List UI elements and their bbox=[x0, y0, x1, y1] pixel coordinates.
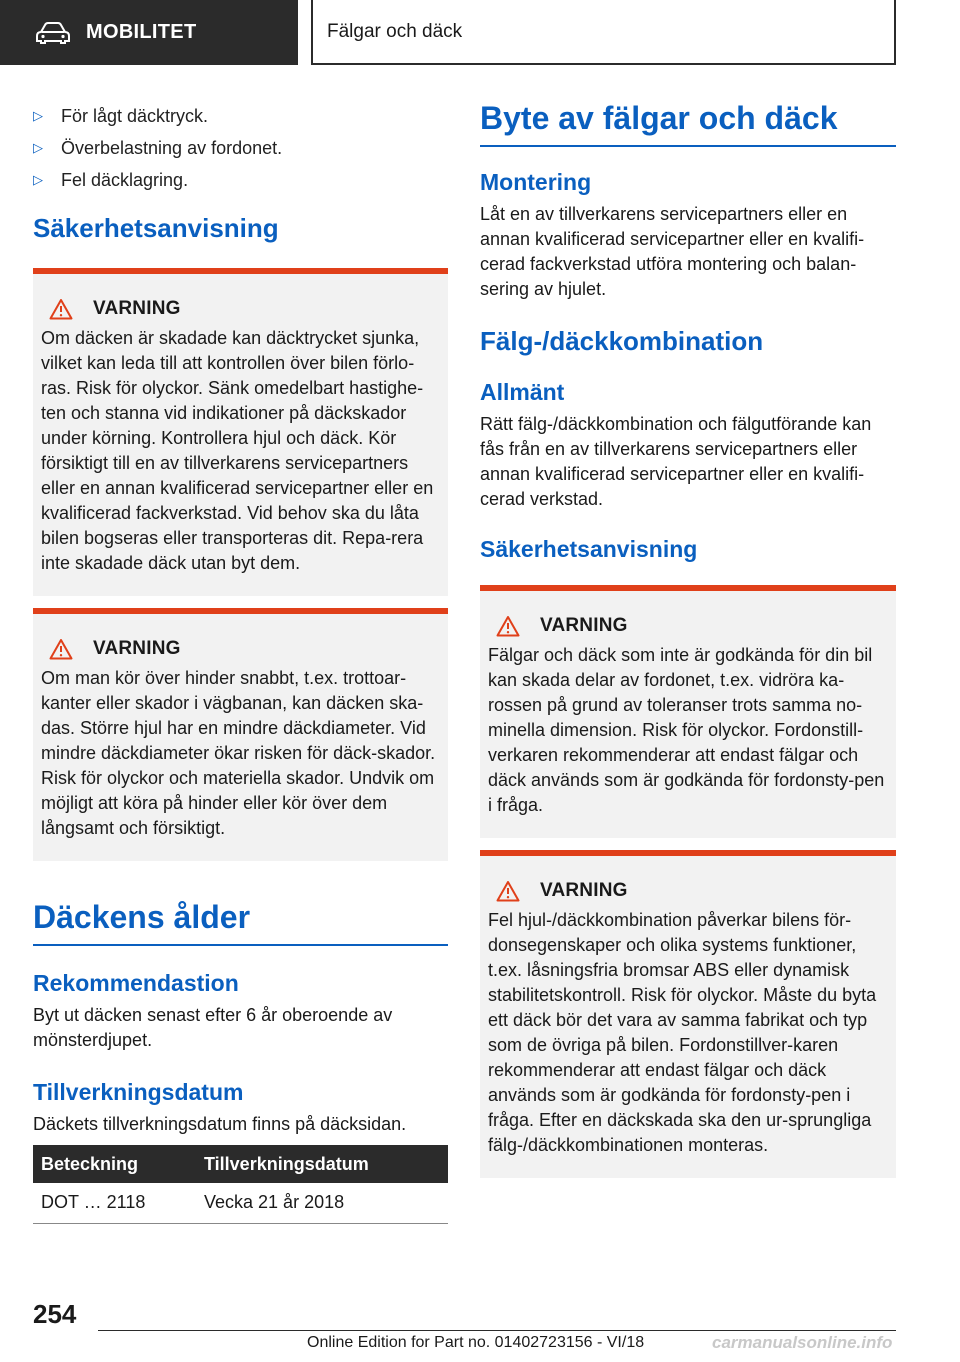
list-item: ▷ Fel däcklagring. bbox=[33, 164, 448, 196]
warning-text: Fälgar och däck som inte är godkända för din bil kan skada delar av fordonet, t.ex. vidröra ka-rossen på grund av toleranser trots samma no-minella dimension. Risk för olyckor. Fordonstill-verkaren rekommenderar att endast fälgar och däck används som är godkända för fordonsty-pen i fråga. bbox=[488, 645, 885, 815]
section-tab bbox=[0, 0, 298, 65]
warning-label: VARNING bbox=[93, 298, 181, 319]
warning-text: Fel hjul-/däckkombination påverkar bilens för-donsegenskaper och olika systems funktioner, t.ex. låsningsfria bromsar ABS eller dynamisk stabilitetskontroll. Risk för olyckor. Måste du byta ett däck bör det vara av samma fabrikat och typ som de övriga på bilen. Fordonstillver-karen rekommenderar att endast fälgar och däck används som är godkända för fordonsty-pen i fråga. Efter en däckskada ska den ur-sprungliga fälg-/däckkombinationen monteras. bbox=[488, 910, 877, 1155]
left-column bbox=[33, 100, 448, 1224]
list-item: ▷ För lågt däcktryck. bbox=[33, 100, 448, 132]
warning-header bbox=[49, 638, 440, 660]
general-heading: Allmänt bbox=[480, 379, 565, 405]
column-header: Tillverkningsdatum bbox=[196, 1145, 448, 1183]
right-column bbox=[480, 100, 896, 1178]
warning-label: VARNING bbox=[540, 615, 628, 636]
recommendation-heading: Rekommendastion bbox=[33, 970, 239, 996]
manufacturing-date-text: Däckets tillverkningsdatum finns på däcksidan. bbox=[33, 1114, 407, 1134]
warning-box bbox=[33, 268, 448, 596]
warning-box bbox=[33, 608, 448, 861]
warning-triangle-icon bbox=[49, 298, 73, 320]
list-item: ▷ Överbelastning av fordonet. bbox=[33, 132, 448, 164]
warning-text: Om däcken är skadade kan däcktrycket sjunka, vilket kan leda till att kontrollen över bilen förlo-ras. Risk för olyckor. Sänk omedelbart hastighe-ten och stanna vid indikationer på däckskador under körning. Kontrollera hjul och däck. Kör försiktigt till en av tillverkarens servicepartners eller en annan kvalificerad servicepartner eller en kvalificerad fackverkstad. Vid behov ska du låta bilen bogseras eller transporteras dit. Repa-rera inte skadade däck utan byt dem. bbox=[41, 328, 434, 573]
page-number: 254 bbox=[33, 1299, 77, 1329]
chapter-title: Fälgar och däck bbox=[327, 20, 463, 42]
warning-box bbox=[480, 850, 896, 1178]
warning-header bbox=[49, 298, 440, 320]
warning-triangle-icon bbox=[496, 615, 520, 637]
chapter-box bbox=[311, 0, 896, 65]
table-cell: DOT … 2118 bbox=[33, 1183, 196, 1223]
warning-header bbox=[496, 615, 888, 637]
warning-header bbox=[496, 880, 888, 902]
date-table bbox=[33, 1145, 448, 1224]
bullet-triangle-icon: ▷ bbox=[33, 172, 43, 187]
bullet-triangle-icon: ▷ bbox=[33, 108, 43, 123]
mounting-heading: Montering bbox=[480, 169, 592, 195]
mounting-text: Låt en av tillverkarens servicepartners eller en annan kvalificerad servicepartner eller en kvalifi-cerad fackverkstad utföra montering och balan-sering av hjulet. bbox=[480, 204, 865, 299]
warning-label: VARNING bbox=[540, 880, 628, 901]
warning-text: Om man kör över hinder snabbt, t.ex. trottoar-kanter eller skador i vägbanan, kan däcken ska-das. Större hjul har en mindre däckdiameter. Vid mindre däckdiameter ökar risken för däck-skador. Risk för olyckor och materiella skador. Undvik om möjligt att köra på hinder eller kör över dem långsamt och försiktigt. bbox=[41, 668, 436, 838]
warning-box bbox=[480, 585, 896, 838]
combination-heading: Fälg-/däckkombination bbox=[480, 326, 764, 356]
table-cell: Vecka 21 år 2018 bbox=[196, 1183, 448, 1223]
general-text: Rätt fälg-/däckkombination och fälgutförande kan fås från en av tillverkarens servicepartners eller annan kvalificerad servicepartner eller en kvalifi-cerad verkstad. bbox=[480, 414, 872, 509]
table-row bbox=[33, 1183, 448, 1223]
warning-triangle-icon bbox=[496, 880, 520, 902]
recommendation-text: Byt ut däcken senast efter 6 år oberoende av mönsterdjupet. bbox=[33, 1005, 393, 1050]
age-heading: Däckens ålder bbox=[33, 899, 448, 946]
edition-text: Online Edition for Part no. 01402723156 - VI/18 bbox=[307, 1334, 645, 1351]
watermark: carmanualsonline.info bbox=[712, 1333, 893, 1352]
safety-heading: Säkerhetsanvisning bbox=[33, 213, 279, 243]
table-header-row bbox=[33, 1145, 448, 1183]
safety-heading: Säkerhetsanvisning bbox=[480, 536, 698, 562]
warning-label: VARNING bbox=[93, 638, 181, 659]
column-header: Beteckning bbox=[33, 1145, 196, 1183]
footer-divider bbox=[98, 1330, 896, 1331]
cause-list bbox=[33, 100, 448, 196]
manufacturing-date-heading: Tillverkningsdatum bbox=[33, 1079, 244, 1105]
car-icon bbox=[36, 22, 70, 44]
warning-triangle-icon bbox=[49, 638, 73, 660]
section-title: MOBILITET bbox=[86, 21, 197, 43]
page-title: Byte av fälgar och däck bbox=[480, 100, 896, 147]
bullet-triangle-icon: ▷ bbox=[33, 140, 43, 155]
